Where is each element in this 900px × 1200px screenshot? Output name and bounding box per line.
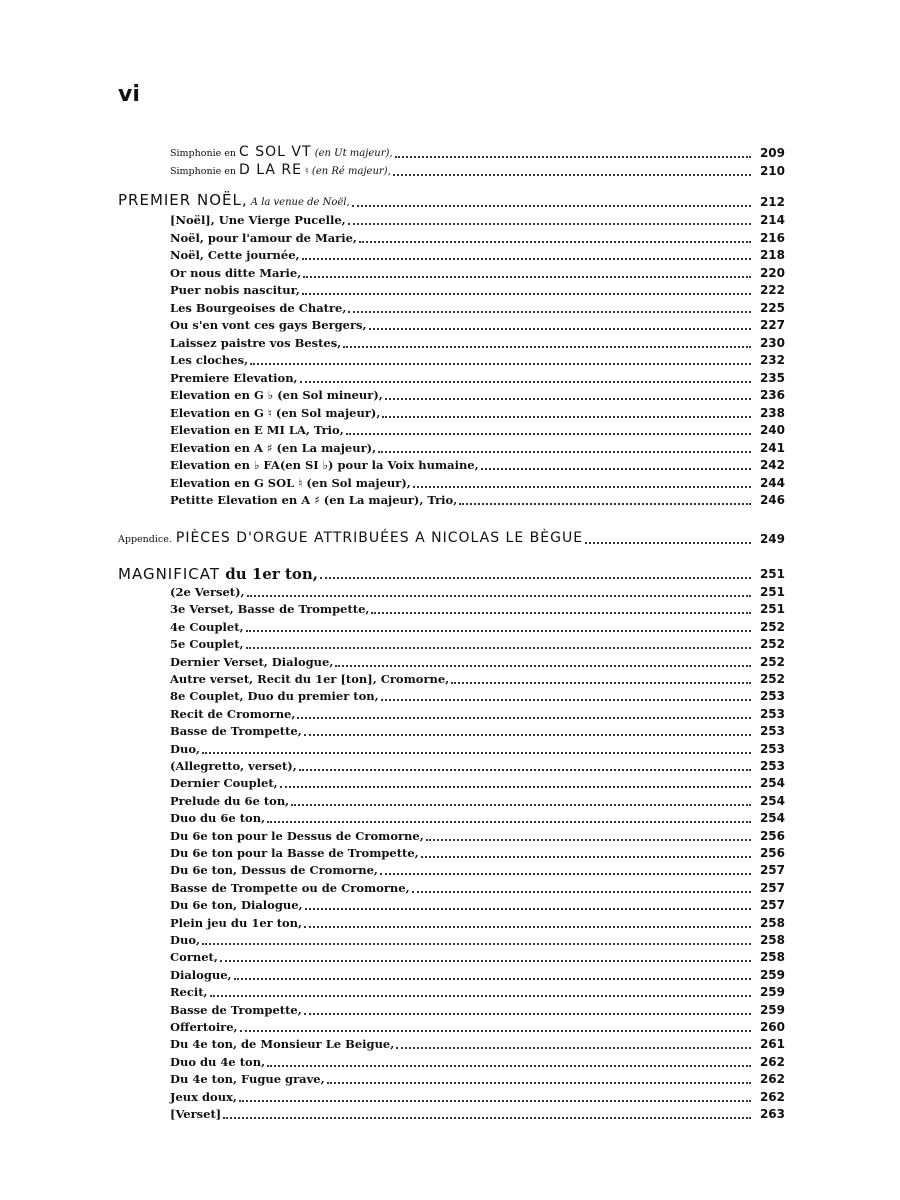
dot-leader [246,646,751,649]
entry-title: Les cloches, [170,353,249,367]
page-ref: 232 [759,353,785,367]
page-ref: 251 [759,585,785,599]
dot-leader [247,594,751,597]
entry-title: Dernier Verset, Dialogue, [170,654,334,669]
page-ref: 261 [759,1037,785,1052]
entry-title: Dernier Couplet, [170,776,278,791]
entry-title: Plein jeu du 1er ton, [170,915,303,930]
entry-title: Recit de Cromorne, [170,706,296,721]
entry-title: Du 6e ton, Dialogue, [170,898,303,913]
entry-title: Autre verset, Recit du 1er [ton], Cromorne, [170,672,450,686]
toc-entry [170,880,785,897]
entry-title: Duo, [170,933,201,947]
entry-title: Basse de Trompette, [170,724,302,739]
page-ref: 259 [759,1002,785,1017]
entry-title: Offertoire, [170,1020,238,1034]
toc-entry [170,688,785,705]
page-ref: 260 [759,1020,785,1034]
toc-entry [170,584,785,601]
entry-title: Elevation en E MI LA, Trio, [170,423,344,437]
toc-entry [170,1089,785,1106]
page-ref: 253 [759,741,785,756]
toc-entry [170,949,785,966]
entry-title: Jeux doux, [170,1089,237,1104]
page-ref: 218 [759,248,785,262]
toc-entry [170,317,785,334]
dot-leader [304,733,751,736]
dot-leader [421,855,751,858]
entry-title: [Noël], Une Vierge Pucelle, [170,213,346,227]
page-ref: 220 [759,265,785,280]
toc-entry [170,758,785,775]
entry-title: Duo du 6e ton, [170,811,266,826]
dot-leader [302,257,751,260]
dot-leader [210,994,751,997]
toc-entry [170,370,785,387]
dot-leader [220,959,751,962]
entry-title: Or nous ditte Marie, [170,265,302,280]
entry-title: Recit, [170,985,208,1000]
page-ref: 254 [759,776,785,791]
entry-title: Noël, Cette journée, [170,248,300,262]
dot-leader [343,345,751,348]
page-ref: 254 [759,793,785,808]
page-ref: 252 [759,619,785,634]
entry-title: Elevation en A ♯ (en La majeur), [170,440,377,455]
page-ref: 253 [759,706,785,721]
dot-leader [335,664,751,667]
entry-title: Du 4e ton, Fugue grave, [170,1072,325,1087]
toc-entry [170,775,785,792]
dot-leader [246,629,751,632]
toc-entry [170,897,785,914]
dot-leader [320,576,751,579]
entry-title: Dialogue, [170,967,232,982]
entry-title: Cornet, [170,950,218,965]
toc-entry [170,932,785,949]
dot-leader [305,907,751,910]
entry-title: Les Bourgeoises de Chatre, [170,300,347,315]
dot-leader [459,502,751,505]
toc-entry [170,723,785,740]
page-ref: 258 [759,933,785,947]
toc-entry [170,810,785,827]
entry-title: Ou s'en vont ces gays Bergers, [170,318,367,332]
page-ref: 257 [759,898,785,913]
toc-entry [170,387,785,404]
toc-entry [170,793,785,810]
page-ref: 253 [759,759,785,773]
page-ref: 225 [759,300,785,315]
entry-title: Elevation en G ♮ (en Sol majeur), [170,405,381,420]
dot-leader [380,872,751,875]
dot-leader [304,1012,751,1015]
entry-title: Duo du 4e ton, [170,1054,266,1069]
entry-title: 5e Couplet, [170,637,244,652]
dot-leader [385,397,751,400]
page-ref: 227 [759,318,785,332]
dot-leader [371,611,751,614]
dot-leader [585,541,751,544]
page-ref: 210 [759,164,785,178]
entry-title: Basse de Trompette ou de Cromorne, [170,880,410,895]
dot-leader [223,1116,751,1119]
toc-entry: Simphonie en C SOL VT (en Ut majeur), 209 [170,144,785,160]
dot-leader [291,803,751,806]
toc-entry [170,282,785,299]
toc-entry: Simphonie en D LA RE ♮ (en Ré majeur), 210 [170,162,785,178]
page-ref: 257 [759,880,785,895]
toc-entry [170,706,785,723]
page-ref: 230 [759,335,785,350]
toc-entry [170,212,785,229]
toc-entry [170,654,785,671]
entry-title: Du 6e ton pour le Dessus de Cromorne, [170,828,424,843]
dot-leader [303,275,751,278]
page-ref: 212 [759,195,785,209]
dot-leader [267,1064,751,1067]
toc-entry [170,405,785,422]
page-ref: 209 [759,146,785,160]
toc-entry [170,440,785,457]
dot-leader [280,785,751,788]
page-ref: 258 [759,950,785,965]
dot-leader [393,173,751,176]
dot-leader [250,362,751,365]
dot-leader [300,380,751,383]
page-ref: 240 [759,423,785,437]
toc-entry [170,636,785,653]
toc-entry [170,1036,785,1053]
dot-leader [302,292,751,295]
page-ref: 257 [759,863,785,878]
page-ref: 258 [759,915,785,930]
page-ref: 251 [759,602,785,617]
page-number: vi [118,82,140,107]
page-ref: 246 [759,493,785,507]
dot-leader [381,698,751,701]
dot-leader [396,1046,751,1049]
dot-leader [327,1081,751,1084]
page-ref: 244 [759,475,785,490]
page-ref: 253 [759,689,785,704]
entry-title: (Allegretto, verset), [170,759,297,773]
toc-entry [170,265,785,282]
toc-entry [170,457,785,474]
page-ref: 252 [759,654,785,669]
toc-appendix: Appendice. PIÈCES D'ORGUE ATTRIBUÉES A NICOLAS LE BÈGUE 249 [118,530,785,546]
entry-title: Noël, pour l'amour de Marie, [170,230,357,245]
dot-leader [240,1029,751,1032]
entry-title: Du 6e ton, Dessus de Cromorne, [170,863,378,878]
entry-title: Du 4e ton, de Monsieur Le Beigue, [170,1037,395,1052]
toc-entry [170,915,785,932]
page-ref: 235 [759,370,785,385]
dot-leader [382,415,751,418]
page-ref: 252 [759,637,785,652]
toc-entry [170,300,785,317]
entry-title: [Verset] [170,1107,222,1121]
page-ref: 263 [759,1107,785,1121]
toc-entry [170,845,785,862]
entry-title: Duo, [170,741,201,756]
dot-leader [352,204,751,207]
entry-title: Premiere Elevation, [170,370,298,385]
dot-leader [413,485,751,488]
page-ref: 256 [759,846,785,860]
toc-entry [170,1019,785,1036]
toc-entry [170,335,785,352]
entry-title: Petitte Elevation en A ♯ (en La majeur), Trio, [170,493,458,507]
entry-title: Laissez paistre vos Bestes, [170,335,342,350]
dot-leader [297,716,751,719]
dot-leader [426,838,751,841]
toc-entry [170,422,785,439]
dot-leader [481,467,751,470]
page-ref: 256 [759,828,785,843]
dot-leader [451,681,751,684]
page-ref: 251 [759,567,785,581]
dot-leader [359,240,751,243]
page-ref: 249 [759,532,785,546]
dot-leader [267,820,751,823]
page-ref: 254 [759,811,785,826]
entry-title: Elevation en G ♭ (en Sol mineur), [170,388,383,402]
page-ref: 262 [759,1054,785,1069]
entry-title: Prelude du 6e ton, [170,793,290,808]
toc-entry [170,247,785,264]
toc-entry [170,984,785,1001]
page-ref: 259 [759,967,785,982]
page-ref: 252 [759,672,785,686]
toc-entry [170,619,785,636]
dot-leader [234,977,751,980]
toc-entry [170,352,785,369]
toc-entry [170,1002,785,1019]
page-ref: 236 [759,388,785,402]
page-ref: 262 [759,1089,785,1104]
page-ref: 262 [759,1072,785,1087]
toc-entry [170,671,785,688]
page-ref: 242 [759,458,785,472]
page-ref: 238 [759,405,785,420]
entry-title: Elevation en G SOL ♮ (en Sol majeur), [170,475,411,490]
toc-entry [170,828,785,845]
toc-entry [170,862,785,879]
toc-entry [170,741,785,758]
dot-leader [346,432,751,435]
dot-leader [412,890,751,893]
toc-entry [170,475,785,492]
entry-title: 8e Couplet, Duo du premier ton, [170,689,379,704]
dot-leader [395,155,751,158]
toc-entry [170,492,785,509]
dot-leader [202,942,751,945]
entry-title: Elevation en ♭ FA(en SI ♭) pour la Voix humaine, [170,458,479,472]
dot-leader [348,222,751,225]
dot-leader [378,450,751,453]
entry-title: (2e Verset), [170,585,245,599]
page-ref: 241 [759,440,785,455]
dot-leader [239,1099,751,1102]
entry-title: 4e Couplet, [170,619,244,634]
toc-entry [170,601,785,618]
entry-title: Basse de Trompette, [170,1002,302,1017]
entry-title: 3e Verset, Basse de Trompette, [170,602,370,617]
entry-title: Puer nobis nascitur, [170,283,300,297]
toc-entry [170,1106,785,1123]
dot-leader [202,751,751,754]
page-ref: 216 [759,230,785,245]
toc-entry [170,1071,785,1088]
dot-leader [299,768,751,771]
toc-entry [170,967,785,984]
toc-heading-noel: PREMIER NOËL, A la venue de Noël, 212 [118,191,785,209]
dot-leader [348,310,751,313]
toc-heading-magnificat: MAGNIFICAT du 1er ton, 251 [118,565,785,583]
dot-leader [304,925,751,928]
page-ref: 214 [759,213,785,227]
toc-entry [170,1054,785,1071]
page-ref: 259 [759,985,785,1000]
dot-leader [369,327,751,330]
entry-title: Du 6e ton pour la Basse de Trompette, [170,846,419,860]
page-ref: 222 [759,283,785,297]
page-ref: 253 [759,724,785,739]
toc-entry [170,230,785,247]
